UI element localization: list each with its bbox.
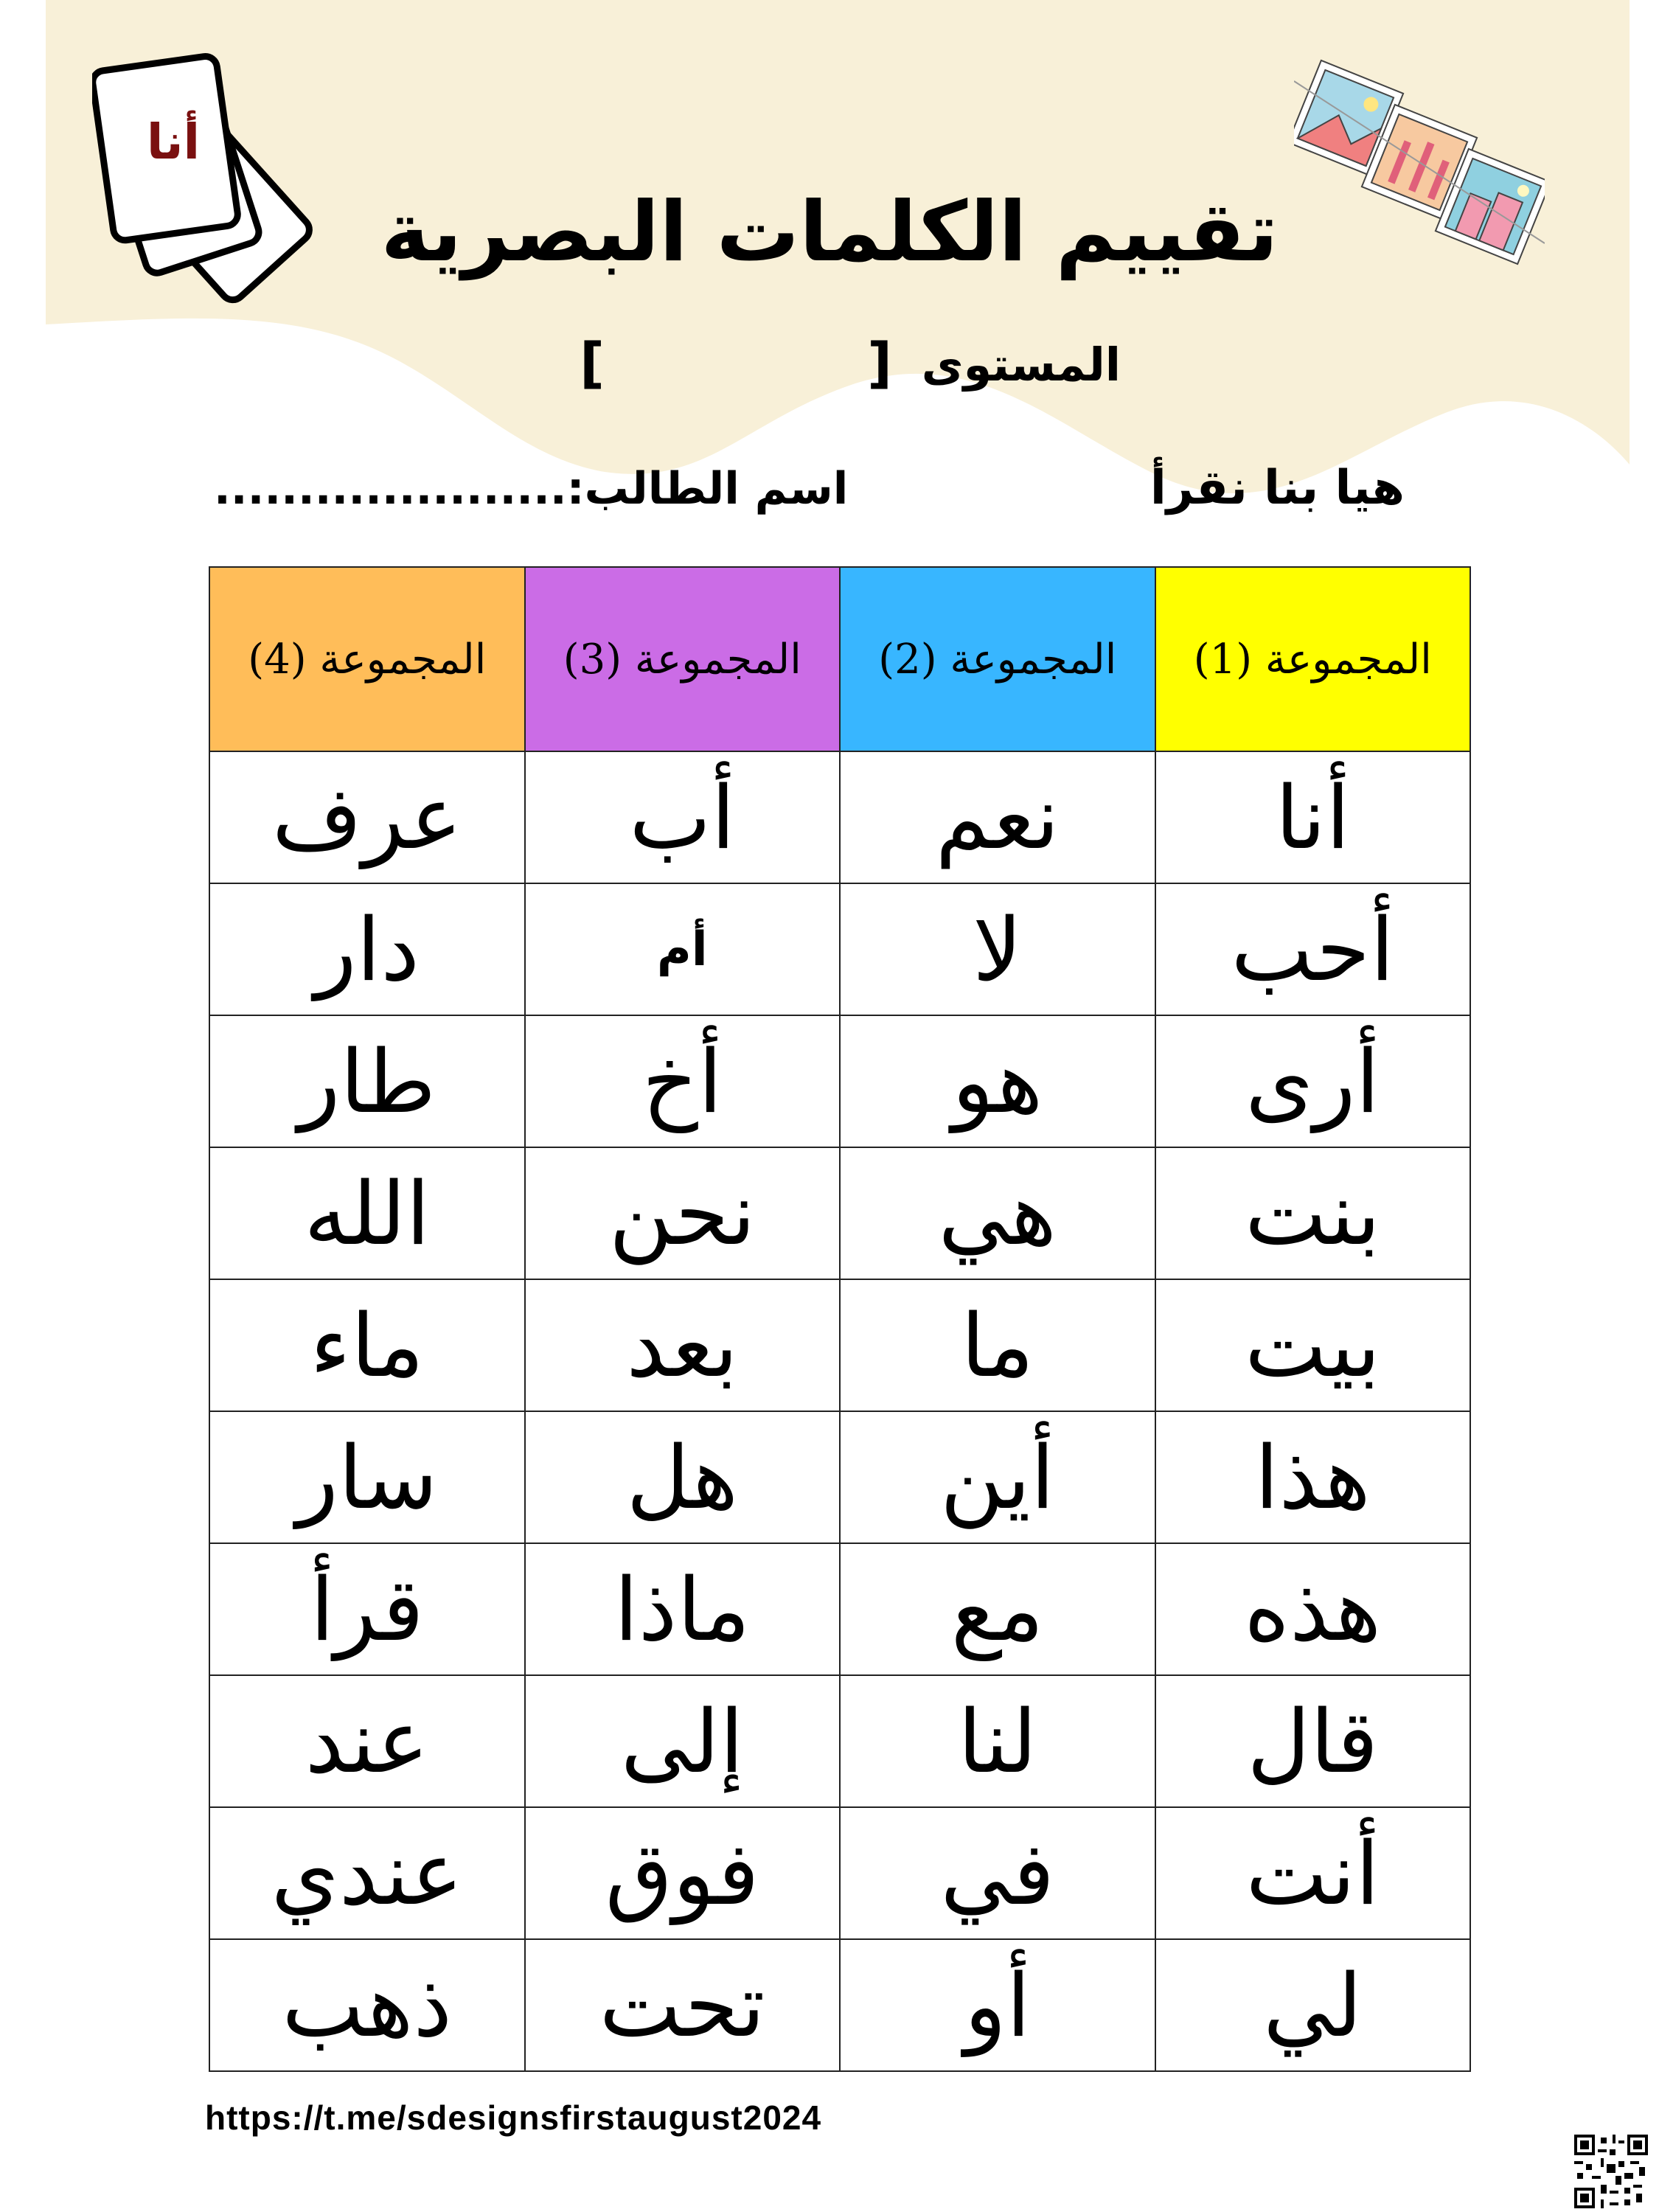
word-cell: هذا [1155,1411,1471,1543]
level-bracket-open: [ [867,332,892,395]
word-cell: سار [209,1411,525,1543]
word-cell: في [840,1807,1155,1939]
word-cell: بنت [1155,1147,1471,1279]
table-row [209,1411,1470,1543]
word-cell: نعم [840,751,1155,883]
telegram-link[interactable]: https://t.me/sdesignsfirstaugust2024 [205,2098,822,2137]
word-cell: الله [209,1147,525,1279]
student-name-field: اسم الطالب:..................... [214,463,849,515]
table-row [209,751,1470,883]
word-cell: هو [840,1015,1155,1147]
level-label: المستوى [921,338,1121,392]
word-cell: عند [209,1675,525,1807]
group-header-row [209,567,1470,751]
word-cell: هي [840,1147,1155,1279]
word-cell: بيت [1155,1279,1471,1411]
group-3-header: المجموعة (3) [525,567,841,751]
word-cell: بعد [525,1279,841,1411]
word-cell: هل [525,1411,841,1543]
table-row [209,1807,1470,1939]
level-bracket-close: ] [580,332,605,395]
word-cell: أب [525,751,841,883]
group-4-header: المجموعة (4) [209,567,525,751]
word-cell: عرف [209,751,525,883]
page-title: تقييم الكلمات البصرية [380,184,1279,280]
word-cell: لنا [840,1675,1155,1807]
word-cell: أرى [1155,1015,1471,1147]
table-row [209,1279,1470,1411]
group-2-header: المجموعة (2) [840,567,1155,751]
level-field [560,332,1121,413]
word-cell: مع [840,1543,1155,1675]
lets-read-heading: هيا بنا نقرأ [1150,461,1405,515]
table-row [209,1147,1470,1279]
sight-words-table [209,566,1471,2072]
word-cell: لا [840,883,1155,1015]
word-cell: تحت [525,1939,841,2071]
table-row [209,883,1470,1015]
word-cell: إلى [525,1675,841,1807]
word-cell: هذه [1155,1543,1471,1675]
group-1-header: المجموعة (1) [1155,567,1471,751]
word-cell: فوق [525,1807,841,1939]
word-cell: دار [209,883,525,1015]
word-cell: أين [840,1411,1155,1543]
word-cell: قال [1155,1675,1471,1807]
word-cell: أحب [1155,883,1471,1015]
table-row [209,1543,1470,1675]
word-cell: عندي [209,1807,525,1939]
word-cell: ما [840,1279,1155,1411]
card-word: أنا [146,114,201,170]
word-cell: نحن [525,1147,841,1279]
word-cell: أنت [1155,1807,1471,1939]
word-cell: أو [840,1939,1155,2071]
word-cell: أنا [1155,751,1471,883]
word-cell: أخ [525,1015,841,1147]
word-cell: قرأ [209,1543,525,1675]
word-cell: ذهب [209,1939,525,2071]
table-row [209,1675,1470,1807]
table-row [209,1015,1470,1147]
word-cell: ماء [209,1279,525,1411]
word-cell: لي [1155,1939,1471,2071]
word-cell: ماذا [525,1543,841,1675]
word-cell: أم [525,883,841,1015]
word-cell: طار [209,1015,525,1147]
qr-code-icon [1574,2135,1648,2208]
table-row [209,1939,1470,2071]
